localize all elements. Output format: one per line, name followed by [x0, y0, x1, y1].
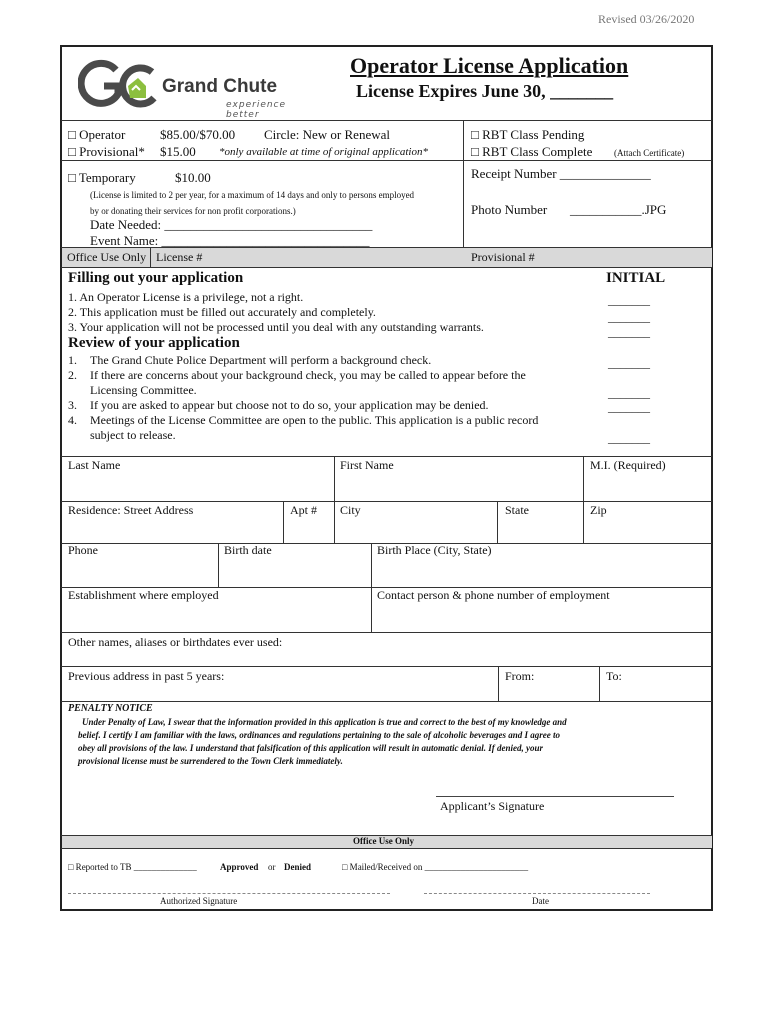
photo-number-field[interactable]: ___________.JPG — [570, 202, 667, 217]
phone-field[interactable]: Phone — [68, 543, 98, 557]
authorized-signature-label: Authorized Signature — [160, 896, 238, 906]
birth-place-field[interactable]: Birth Place (City, State) — [377, 543, 492, 557]
penalty-line-3: obey all provisions of the law. I understand that falsification of this application will result in automatic denial. If denied, your — [78, 743, 543, 753]
initial-field[interactable]: _______ — [608, 325, 650, 339]
temporary-note-1: (License is limited to 2 per year, for a maximum of 14 days and only to persons employed — [90, 190, 415, 200]
approved-option[interactable]: Approved — [220, 862, 259, 872]
review-num-1: 1. — [68, 353, 77, 367]
office-use-label: Office Use Only — [67, 250, 147, 264]
grand-chute-logo-icon — [78, 58, 158, 114]
review-item-4: Meetings of the License Committee are open to the public. This application is a public record — [90, 413, 539, 427]
city-field[interactable]: City — [340, 503, 361, 517]
initial-field[interactable]: _______ — [608, 356, 650, 370]
penalty-line-4: provisional license must be surrendered to the Town Clerk immediately. — [78, 756, 343, 766]
receipt-number-field[interactable]: Receipt Number ______________ — [471, 166, 651, 181]
filling-item-3: 3. Your application will not be processed until you deal with any outstanding warrants. — [68, 320, 484, 334]
review-num-4: 4. — [68, 413, 77, 427]
establishment-field[interactable]: Establishment where employed — [68, 588, 219, 602]
provisional-checkbox[interactable]: □ Provisional* — [68, 144, 145, 159]
penalty-line-1: Under Penalty of Law, I swear that the information provided in this application is true and correct to the best of my knowledge and — [82, 717, 567, 727]
birth-date-field[interactable]: Birth date — [224, 543, 272, 557]
filling-item-1: 1. An Operator License is a privilege, not a right. — [68, 290, 304, 304]
date-needed-field[interactable]: Date Needed: ________________________________ — [90, 217, 373, 232]
photo-number-label: Photo Number — [471, 202, 548, 217]
initial-field[interactable]: _______ — [608, 431, 650, 445]
review-item-4-cont: subject to release. — [90, 428, 176, 442]
temporary-fee: $10.00 — [175, 170, 211, 185]
review-num-2: 2. — [68, 368, 77, 382]
rbt-pending-checkbox[interactable]: □ RBT Class Pending — [471, 127, 585, 142]
date-label: Date — [532, 896, 549, 906]
temporary-checkbox[interactable]: □ Temporary — [68, 170, 136, 185]
office-use-footer-heading: Office Use Only — [353, 836, 414, 846]
initial-field[interactable]: _______ — [608, 400, 650, 414]
employment-contact-field[interactable]: Contact person & phone number of employment — [377, 588, 610, 602]
applicant-signature-label: Applicant’s Signature — [440, 799, 545, 813]
provisional-number-label: Provisional # — [471, 250, 535, 264]
review-item-3: If you are asked to appear but choose not to do so, your application may be denied. — [90, 398, 489, 412]
review-item-1: The Grand Chute Police Department will perform a background check. — [90, 353, 432, 367]
penalty-heading: PENALTY NOTICE — [68, 703, 153, 714]
from-field[interactable]: From: — [505, 669, 535, 683]
initial-heading: INITIAL — [606, 270, 666, 286]
applicant-signature-line[interactable] — [436, 796, 674, 797]
temporary-note-2: by or donating their services for non profit corporations.) — [90, 206, 296, 216]
review-num-3: 3. — [68, 398, 77, 412]
review-item-2-cont: Licensing Committee. — [90, 383, 197, 397]
initial-field[interactable]: _______ — [608, 310, 650, 324]
reported-to-tb-checkbox[interactable]: □ Reported to TB ______________ — [68, 862, 197, 872]
initial-field[interactable]: _______ — [608, 386, 650, 400]
date-line[interactable] — [424, 893, 650, 894]
authorized-signature-line[interactable] — [68, 893, 390, 894]
zip-field[interactable]: Zip — [590, 503, 607, 517]
review-item-2: If there are concerns about your background check, you may be called to appear before the — [90, 368, 526, 382]
filling-heading: Filling out your application — [68, 270, 244, 286]
previous-address-field[interactable]: Previous address in past 5 years: — [68, 669, 225, 683]
logo — [78, 58, 318, 120]
apt-field[interactable]: Apt # — [290, 503, 317, 517]
filling-item-2: 2. This application must be filled out accurately and completely. — [68, 305, 376, 319]
mailed-received-checkbox[interactable]: □ Mailed/Received on _______________________ — [342, 862, 529, 872]
revised-date: Revised 03/26/2020 — [598, 12, 695, 26]
provisional-note: *only available at time of original application* — [219, 146, 428, 158]
last-name-field[interactable]: Last Name — [68, 458, 121, 472]
provisional-fee: $15.00 — [160, 144, 196, 159]
logo-brand: Grand Chute — [162, 76, 278, 97]
to-field[interactable]: To: — [606, 669, 622, 683]
middle-initial-field[interactable]: M.I. (Required) — [590, 458, 666, 472]
page-title: Operator License Application — [350, 53, 629, 78]
new-renewal-circle[interactable]: Circle: New or Renewal — [264, 127, 390, 142]
logo-tagline: experience better — [226, 100, 287, 120]
operator-checkbox[interactable]: □ Operator — [68, 127, 126, 142]
license-number-label: License # — [156, 250, 203, 264]
attach-certificate-note: (Attach Certificate) — [614, 148, 685, 158]
rbt-complete-checkbox[interactable]: □ RBT Class Complete — [471, 144, 593, 159]
event-name-field[interactable]: Event Name: ________________________________ — [90, 233, 370, 248]
penalty-line-2: belief. I certify I am familiar with the laws, ordinances and regulations pertaining to the sale of alcoholic beverages and I agree to — [78, 730, 561, 740]
license-expires: License Expires June 30, _______ — [356, 81, 614, 101]
state-field[interactable]: State — [505, 503, 529, 517]
denied-option[interactable]: Denied — [284, 862, 311, 872]
first-name-field[interactable]: First Name — [340, 458, 394, 472]
other-names-field[interactable]: Other names, aliases or birthdates ever used: — [68, 635, 283, 649]
initial-field[interactable]: _______ — [608, 293, 650, 307]
review-heading: Review of your application — [68, 335, 240, 351]
operator-fee: $85.00/$70.00 — [160, 127, 236, 142]
street-address-field[interactable]: Residence: Street Address — [68, 503, 194, 517]
or-text: or — [268, 862, 276, 872]
